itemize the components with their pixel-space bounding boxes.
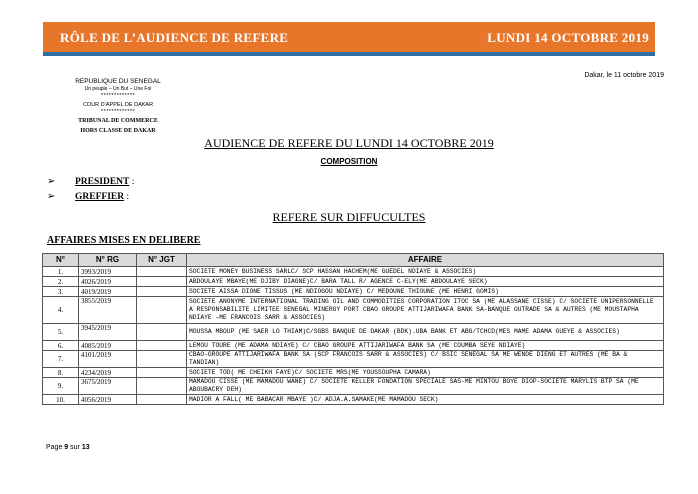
section-title: REFERE SUR DIFFUCULTES <box>272 210 426 224</box>
cell-jgt <box>137 287 187 297</box>
table-header-row <box>43 254 664 267</box>
republique-label: REPUBLIQUE DU SENEGAL <box>75 78 161 85</box>
page-number: 9 <box>64 444 69 451</box>
cell-jgt <box>137 378 187 395</box>
cell-rg: 3993/2019 <box>79 267 137 277</box>
table-row <box>43 324 664 341</box>
role-suffix: : <box>124 192 130 202</box>
role-greffier <box>47 191 129 202</box>
cell-affaire: ABDOULAYE MBAYE(ME DJIBY DIAGNE)C/ BARA TALL R/ AGENCE C-ELY(ME ABDOULAYE SECK) <box>187 277 664 287</box>
cell-no: 3. <box>43 287 79 297</box>
cell-no: 4. <box>43 297 79 324</box>
header-no: N° <box>43 254 79 267</box>
cell-affaire: LEMOU TOURE (ME ADAMA NDIAYE) C/ CBAO GROUPE ATTIJARIWAFA BANK SA (ME COUMBA SEYE NDIAYE) <box>187 341 664 351</box>
cell-rg: 3945/2019 <box>79 324 137 341</box>
cell-no: 2. <box>43 277 79 287</box>
table-row <box>43 368 664 378</box>
cell-no: 1. <box>43 267 79 277</box>
cell-affaire: MOUSSA MBOUP (ME SAER LO THIAM)C/SGBS BANQUE DE DAKAR (BDK).UBA BANK ET ABG/TCHCD(MES MAME ADAMA GUEYE & ASSOCIES) <box>187 324 664 341</box>
role-label: PRESIDENT <box>75 177 130 187</box>
header-jgt: N° JGT <box>137 254 187 267</box>
table-row <box>43 287 664 297</box>
cell-jgt <box>137 395 187 405</box>
arrow-bullet-icon: ➢ <box>47 191 56 202</box>
cell-affaire: MADIOR A FALL( ME BABACAR MBAYE )C/ ADJA.A.SAMAKE(ME MAMADOU SECK) <box>187 395 664 405</box>
audience-title: AUDIENCE DE REFERE DU LUNDI 14 OCTOBRE 2019 <box>204 136 494 150</box>
cell-no: 9. <box>43 378 79 395</box>
cour-label: COUR D’APPEL DE DAKAR <box>82 102 154 108</box>
cell-affaire: CBAO-GROUPE ATTIJARIWAFA BANK SA (SCP FRANCOIS SARR & ASSOCIES) C/ BSIC SENEGAL SA ME WENDE DIENG ET AUTRES (ME BA & TANDIAN) <box>187 351 664 368</box>
cases-table <box>42 253 664 405</box>
cell-no: 6. <box>43 341 79 351</box>
cell-no: 7. <box>43 351 79 368</box>
role-label: GREFFIER <box>75 192 125 202</box>
table-row <box>43 267 664 277</box>
header-banner <box>43 22 655 56</box>
cell-jgt <box>137 277 187 287</box>
role-suffix: : <box>129 177 135 187</box>
cell-affaire: SOCIETE TOD( ME CHEIKH FAYE)C/ SOCIETE MRS(ME YOUSSOUPHA CAMARA) <box>187 368 664 378</box>
cell-rg: 3855/2019 <box>79 297 137 324</box>
composition-heading: COMPOSITION <box>320 157 378 166</box>
hors-classe-label: HORS CLASSE DE DAKAR <box>80 128 156 134</box>
cell-rg: 3675/2019 <box>79 378 137 395</box>
cell-rg: 4026/2019 <box>79 277 137 287</box>
dateline: Dakar, le 11 octobre 2019 <box>584 72 664 79</box>
stars-divider: ************* <box>100 109 136 115</box>
header-rg: N° RG <box>79 254 137 267</box>
page-footer <box>46 444 90 451</box>
footer-prefix: Page <box>46 444 65 451</box>
cell-jgt <box>137 324 187 341</box>
cell-jgt <box>137 297 187 324</box>
table-row <box>43 341 664 351</box>
cell-affaire: SOCIETE MONEY BUSINESS SARLC/ SCP HASSAN HACHEM(ME GUEDEL NDIAYE & ASSOCIES) <box>187 267 664 277</box>
banner-title: RÔLE DE L’AUDIENCE DE REFERE <box>60 30 289 45</box>
page-total: 13 <box>81 444 90 451</box>
cell-rg: 4085/2019 <box>79 341 137 351</box>
cell-affaire: SOCIETE AISSA DIONE TISSUS (ME NDIOGOU NDIAYE) C/ MEDOUNE THIOUNE (ME HENRI GOMIS) <box>187 287 664 297</box>
arrow-bullet-icon: ➢ <box>47 176 56 187</box>
banner-date: LUNDI 14 OCTOBRE 2019 <box>487 30 649 45</box>
cell-rg: 4056/2019 <box>79 395 137 405</box>
cell-no: 8. <box>43 368 79 378</box>
cell-no: 5. <box>43 324 79 341</box>
cell-jgt <box>137 267 187 277</box>
subsection-title: AFFAIRES MISES EN DELIBERE <box>47 235 201 246</box>
footer-middle: sur <box>68 444 82 451</box>
table-row <box>43 297 664 324</box>
cell-rg: 4019/2019 <box>79 287 137 297</box>
header-affaire: AFFAIRE <box>187 254 664 267</box>
cell-affaire: SOCIETE ANONYME INTERNATIONAL TRADING OIL AND COMMODITIES CORPORATION ITOC SA (ME ALASSANE CISSE) C/ SOCIETE UNIPERSONNELLE A RESPONSABILITE LIMITEE SENEGAL MINERGY PORT CBAO GROUPE ATTIJARIWAFA BANK SA-BANQUE OUTRADE SA & AUTRES (ME MOUSTAPHA NDIAYE –ME FRANCOIS SARR & ASSOCIES) <box>187 297 664 324</box>
cell-jgt <box>137 341 187 351</box>
institution-header <box>38 78 198 135</box>
cell-no: 10. <box>43 395 79 405</box>
table-row <box>43 378 664 395</box>
tribunal-label: TRIBUNAL DE COMMERCE <box>78 118 158 124</box>
stars-divider: ************* <box>100 93 136 99</box>
motto-label: Un peuple – Un But – Une Foi <box>84 86 152 92</box>
cell-affaire: MAMADOU CISSE (ME MAMADOU WANE) C/ SOCIETE KELLER FONDATION SPECIALE SAS-ME MINTOU BOYE DIOP-SOCIETE MARYLIS BTP SA (ME ABOUBACRY DEH) <box>187 378 664 395</box>
cell-jgt <box>137 351 187 368</box>
role-president <box>47 176 134 187</box>
cell-rg: 4101/2019 <box>79 351 137 368</box>
table-row <box>43 395 664 405</box>
table-row <box>43 277 664 287</box>
cell-jgt <box>137 368 187 378</box>
table-row <box>43 351 664 368</box>
cell-rg: 4234/2019 <box>79 368 137 378</box>
